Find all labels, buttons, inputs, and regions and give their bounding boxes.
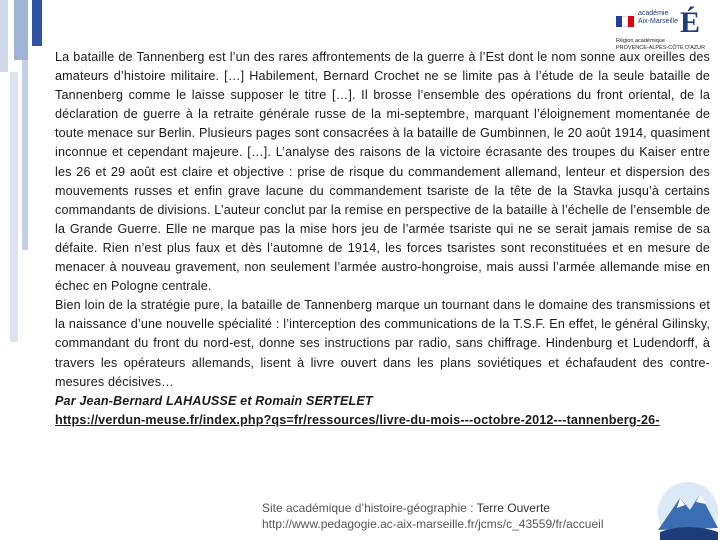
decor-bar xyxy=(14,0,28,60)
academie-line: Aix-Marseille xyxy=(638,18,679,25)
footer-site-line xyxy=(262,500,603,516)
author-credit: Par Jean-Bernard LAHAUSSE et Romain SERTELET xyxy=(55,393,373,408)
footer-url[interactable]: http://www.pedagogie.ac-aix-marseille.fr/jcms/c_43559/fr/accueil xyxy=(262,517,604,531)
academie-line: académie xyxy=(638,10,669,17)
flag-stripe xyxy=(628,16,634,27)
decor-bar xyxy=(32,0,42,46)
source-link[interactable]: https://verdun-meuse.fr/index.php?qs=fr/ressources/livre-du-mois---octobre-2012---tannenberg-26- xyxy=(55,412,660,427)
paragraph: La bataille de Tannenberg est l’un des rares affrontements de la guerre à l’Est dont le nom sonne aux oreilles des amateurs d’histoire militaire. […] Habilement, Bernard Crochet ne se limite pas à l’étude de la seule bataille de Tannenberg comme le laisse supposer le titre […]. Il brosse l’ensemble des opérations du front oriental, de la déclaration de guerre à la retraite générale russe de la mi-septembre, marquant l’éloignement momentanée de toute menace sur Berlin. Plusieurs pages sont consacrées à la bataille de Gumbinnen, le 20 août 1914, quasiment inconnue et cependant majeure. […]. L’analyse des raisons de la victoire écrasante des troupes du Kaiser entre les 26 et 29 août est claire et objective : prise de risque du commandement allemand, lenteur et dispersion des mouvements russes et enfin grave lacune du commandement tsariste de la tête de la Stavka jusqu’à certains commandants de divisions. L’auteur conclut par la remise en perspective de la bataille à l’échelle de l’ensemble de la Grande Guerre. Elle ne marque pas la mise hors jeu de l’armée tsariste qui ne se serait jamais remise de sa défaite. Rien n’est plus faux et dès l’automne de 1914, les forces tsaristes sont reconstituées et en mesure de menacer à nouveau gravement, non seulement l’armée austro-hongroise, mais aussi l’armée allemande mise en échec en Pologne centrale. xyxy=(55,50,710,294)
decor-bar xyxy=(0,0,8,72)
decor-bar xyxy=(22,60,28,250)
review-text xyxy=(55,48,710,430)
decor-bar xyxy=(10,72,18,342)
paragraph: Bien loin de la stratégie pure, la bataille de Tannenberg marque un tournant dans le domaine des transmissions et la naissance d’une nouvelle spécialité : l’interception des communications de la T.S.F. En effet, le général Gilinsky, commandant du front du nord-est, donne ses instructions par radio, sans chiffrage. Hindenburg et Ludendorff, à travers les opérateurs allemands, lisent à livre ouvert dans les plans soviétiques et échafaudent des contre-mesures décisives… xyxy=(55,298,710,389)
french-flag-icon xyxy=(616,16,634,27)
academie-logo xyxy=(612,6,716,54)
logo-initial: É xyxy=(680,6,701,39)
mountain-logo-icon xyxy=(650,470,720,540)
footer xyxy=(262,500,603,532)
footer-site-name: Terre Ouverte xyxy=(476,501,550,515)
region-line: PROVENCE-ALPES-CÔTE D'AZUR xyxy=(616,44,706,51)
footer-site-label: Site académique d’histoire-géographie : xyxy=(262,501,477,515)
academie-name xyxy=(638,10,680,26)
region-line: Région académique xyxy=(616,38,665,44)
